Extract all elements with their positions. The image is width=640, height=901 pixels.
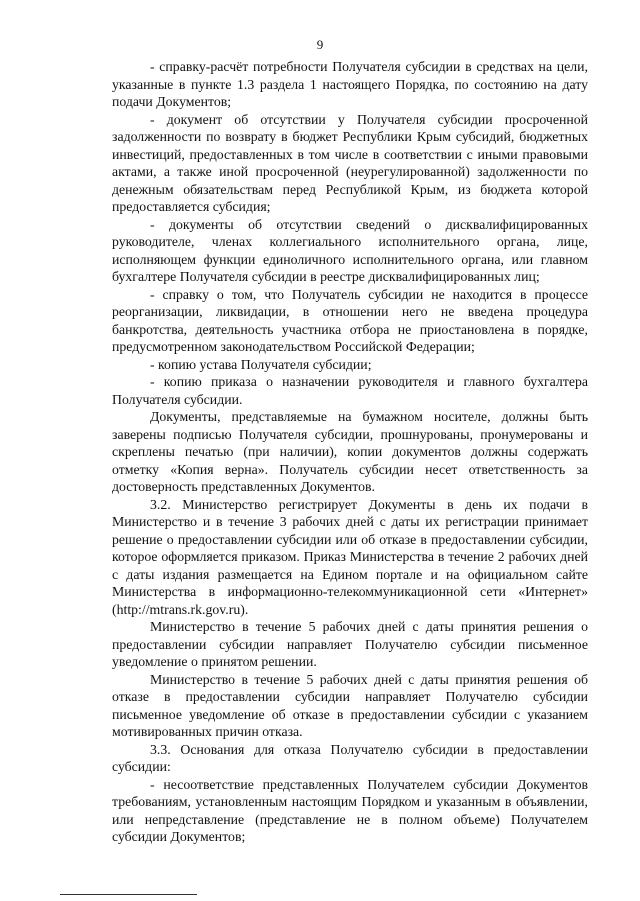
paragraph-appointment-order-copy: - копию приказа о назначении руководителя и главного бухгалтера Получателя субсидии.	[112, 374, 588, 407]
paragraph-section-3-2: 3.2. Министерство регистрирует Документы в день их подачи в Министерство и в течение 3 рабочих дней с даты их регистрации принимает решение о предоставлении субсидии или об отказе в предоставлении субсидии, которое оформляется приказом. Приказ Министерства в течение 2 рабочих дней с даты издания размещается на Едином портале и на официальном сайте Министерства в информационно-телекоммуникационной сети «Интернет» (http://mtrans.rk.gov.ru).	[112, 496, 588, 617]
paragraph-refusal-notification: Министерство в течение 5 рабочих дней с даты принятия решения об отказе в предоставлении субсидии направляет Получателю субсидии письменное уведомление об отказе в предоставлении субсидии с указанием мотивированных причин отказа.	[112, 671, 588, 739]
paragraph-section-3-3: 3.3. Основания для отказа Получателю субсидии в предоставлении субсидии:	[112, 741, 588, 774]
paragraph-no-reorganization: - справку о том, что Получатель субсидии не находится в процессе реорганизации, ликвидации, в отношении него не введена процедура банкротства, деятельность участника отбора не приостановлена в порядке, предусмотренном законодательством Российской Федерации;	[112, 286, 588, 354]
page-number: 9	[316, 37, 324, 52]
paragraph-no-overdue-debt: - документ об отсутствии у Получателя субсидии просроченной задолженности по возврату в бюджет Республики Крым субсидий, бюджетных инвестиций, предоставленных в том числе в соответствии с иными правовыми актами, а также иной просроченной (неурегулированной) задолженности по денежным обязательствам перед Республикой Крым, из бюджета которой предоставляется субсидия;	[112, 111, 588, 214]
paragraph-charter-copy: - копию устава Получателя субсидии;	[150, 356, 372, 372]
paragraph-refusal-ground-noncompliance: - несоответствие представленных Получателем субсидии Документов требованиям, установленным настоящим Порядком и указанным в объявлении, или непредставление (представление не в полном объеме) Получателем субсидии Документов;	[112, 776, 588, 844]
document-body	[112, 58, 588, 846]
paragraph-approval-notification: Министерство в течение 5 рабочих дней с даты принятия решения о предоставлении субсидии направляет Получателю субсидии письменное уведомление о принятом решении.	[112, 619, 588, 669]
paragraph-calculation-certificate: - справку-расчёт потребности Получателя субсидии в средствах на цели, указанные в пункте 1.3 раздела 1 настоящего Порядка, по состоянию на дату подачи Документов;	[112, 59, 588, 109]
footnote-separator-line	[60, 894, 197, 895]
paragraph-no-disqualified-persons: - документы об отсутствии сведений о дисквалифицированных руководителе, членах коллегиального исполнительного органа, лице, исполняющем функции единоличного исполнительного органа, или главном бухгалтере Получателя субсидии в реестре дисквалифицированных лиц;	[112, 216, 588, 284]
paragraph-document-certification: Документы, представляемые на бумажном носителе, должны быть заверены подписью Получателя субсидии, прошнурованы, пронумерованы и скреплены печатью (при наличии), копии документов должны содержать отметку «Копия верна». Получатель субсидии несет ответственность за достоверность представленных Документов.	[112, 409, 588, 494]
